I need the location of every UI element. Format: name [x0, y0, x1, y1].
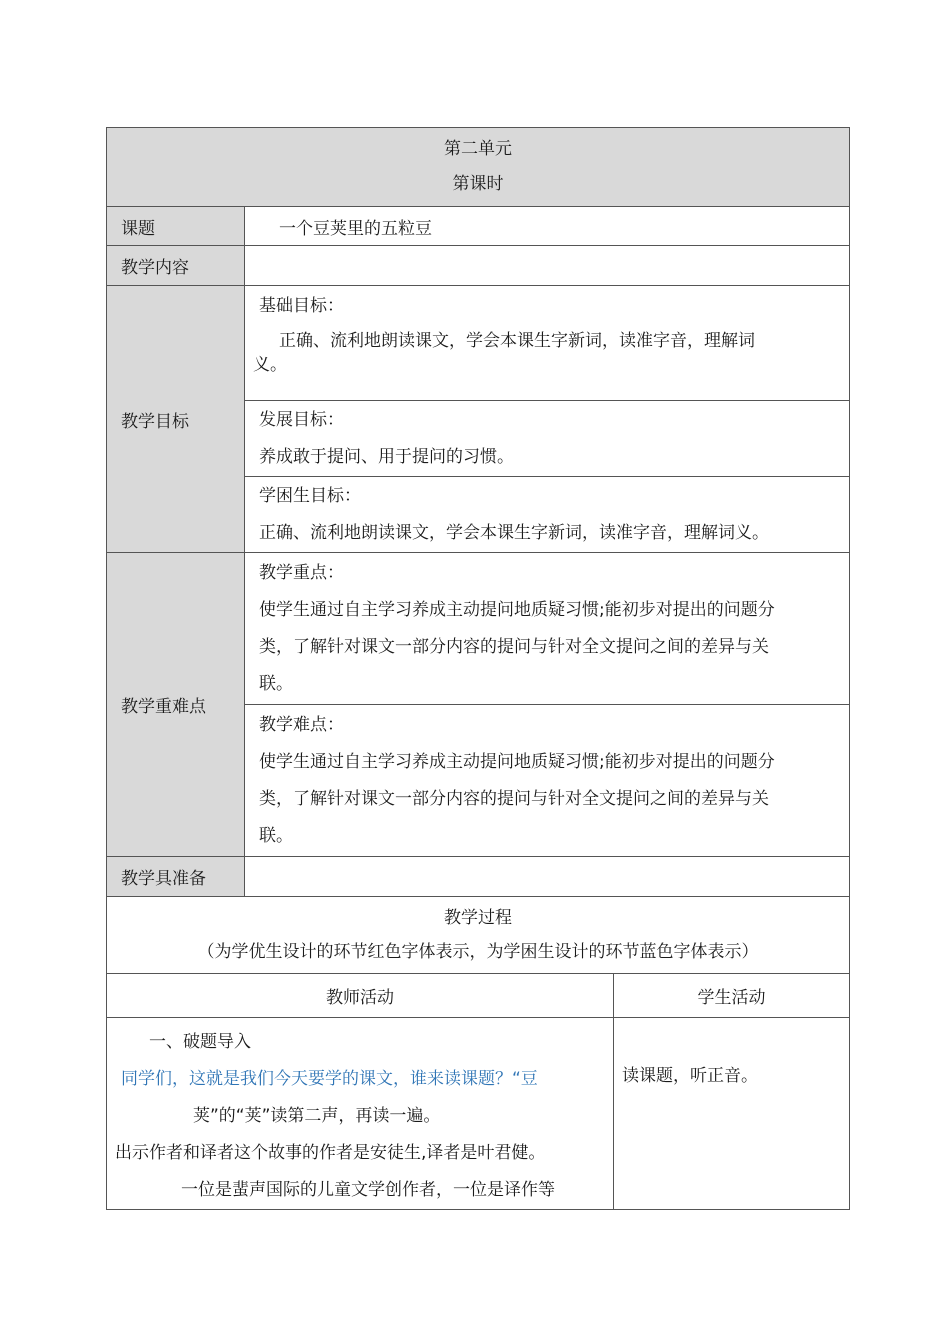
teacher-line-5: 一位是蜚声国际的儿童文学创作者，一位是译作等 [181, 1180, 555, 1200]
activity-row [107, 1018, 850, 1210]
topic-row [107, 207, 850, 246]
lesson-title: 第课时 [452, 174, 504, 194]
teacher-line-3: 荚”的“荚”读第二声，再读一遍。 [193, 1106, 441, 1126]
tools-value [245, 857, 850, 897]
lesson-plan-table [106, 127, 850, 1210]
lesson-plan-sheet [106, 127, 849, 1210]
tools-row [107, 857, 850, 897]
difficulty-text-3: 联。 [259, 825, 293, 846]
keypoint-text-3: 联。 [259, 673, 293, 694]
teacher-line-2: 同学们，这就是我们今天要学的课文，谁来读课题？“豆 [121, 1069, 538, 1089]
goal-basic-title: 基础目标： [259, 296, 344, 316]
topic-value: 一个豆荚里的五粒豆 [245, 207, 850, 246]
teacher-activity-cell [107, 1018, 614, 1210]
teacher-activity-header: 教师活动 [107, 974, 614, 1018]
student-line-1: 读课题，听正音。 [622, 1066, 758, 1086]
goal-basic-text: 正确、流利地朗读课文，学会本课生字新词，读准字音，理解词 [279, 331, 755, 351]
teacher-line-4: 出示作者和译者这个故事的作者是安徒生,译者是叶君健。 [115, 1143, 546, 1163]
teacher-line-1: 一、破题导入 [149, 1032, 251, 1052]
student-activity-cell [614, 1018, 850, 1210]
keypoint-text-1: 使学生通过自主学习养成主动提问地质疑习惯;能初步对提出的问题分 [259, 599, 775, 620]
content-row [107, 246, 850, 286]
header-row [107, 128, 850, 207]
goal-develop-text: 养成敢于提问、用于提问的习惯。 [259, 446, 514, 467]
keypoint-text-2: 类，了解针对课文一部分内容的提问与针对全文提问之间的差异与关 [259, 636, 769, 657]
process-title-cell [107, 897, 850, 974]
process-title-row [107, 897, 850, 974]
topic-label: 课题 [107, 207, 245, 246]
process-title: 教学过程 [444, 908, 512, 928]
process-note: （为学优生设计的环节红色字体表示，为学困生设计的环节蓝色字体表示） [197, 942, 759, 962]
keypoint-cell [245, 553, 850, 705]
keypoint-row [107, 553, 850, 705]
header-cell [107, 128, 850, 207]
goal-weak-text: 正确、流利地朗读课文，学会本课生字新词，读准字音，理解词义。 [259, 522, 769, 543]
goal-weak-title: 学困生目标： [259, 485, 361, 506]
goal-develop-cell [245, 401, 850, 477]
activity-header-row [107, 974, 850, 1018]
goal-basic-cell [245, 286, 850, 401]
keypoints-label: 教学重难点 [107, 553, 245, 857]
keypoint-title: 教学重点： [259, 562, 344, 583]
goal-basic-text-cont: 义。 [253, 355, 287, 375]
difficulty-text-1: 使学生通过自主学习养成主动提问地质疑习惯;能初步对提出的问题分 [259, 751, 775, 772]
goal-develop-title: 发展目标： [259, 409, 344, 430]
difficulty-title: 教学难点： [259, 714, 344, 735]
difficulty-cell [245, 705, 850, 857]
goal-basic-row [107, 286, 850, 401]
goal-weak-cell [245, 477, 850, 553]
goals-label: 教学目标 [107, 286, 245, 553]
tools-label: 教学具准备 [107, 857, 245, 897]
student-activity-header: 学生活动 [614, 974, 850, 1018]
unit-title: 第二单元 [444, 139, 512, 159]
content-label: 教学内容 [107, 246, 245, 286]
difficulty-text-2: 类，了解针对课文一部分内容的提问与针对全文提问之间的差异与关 [259, 788, 769, 809]
content-value [245, 246, 850, 286]
